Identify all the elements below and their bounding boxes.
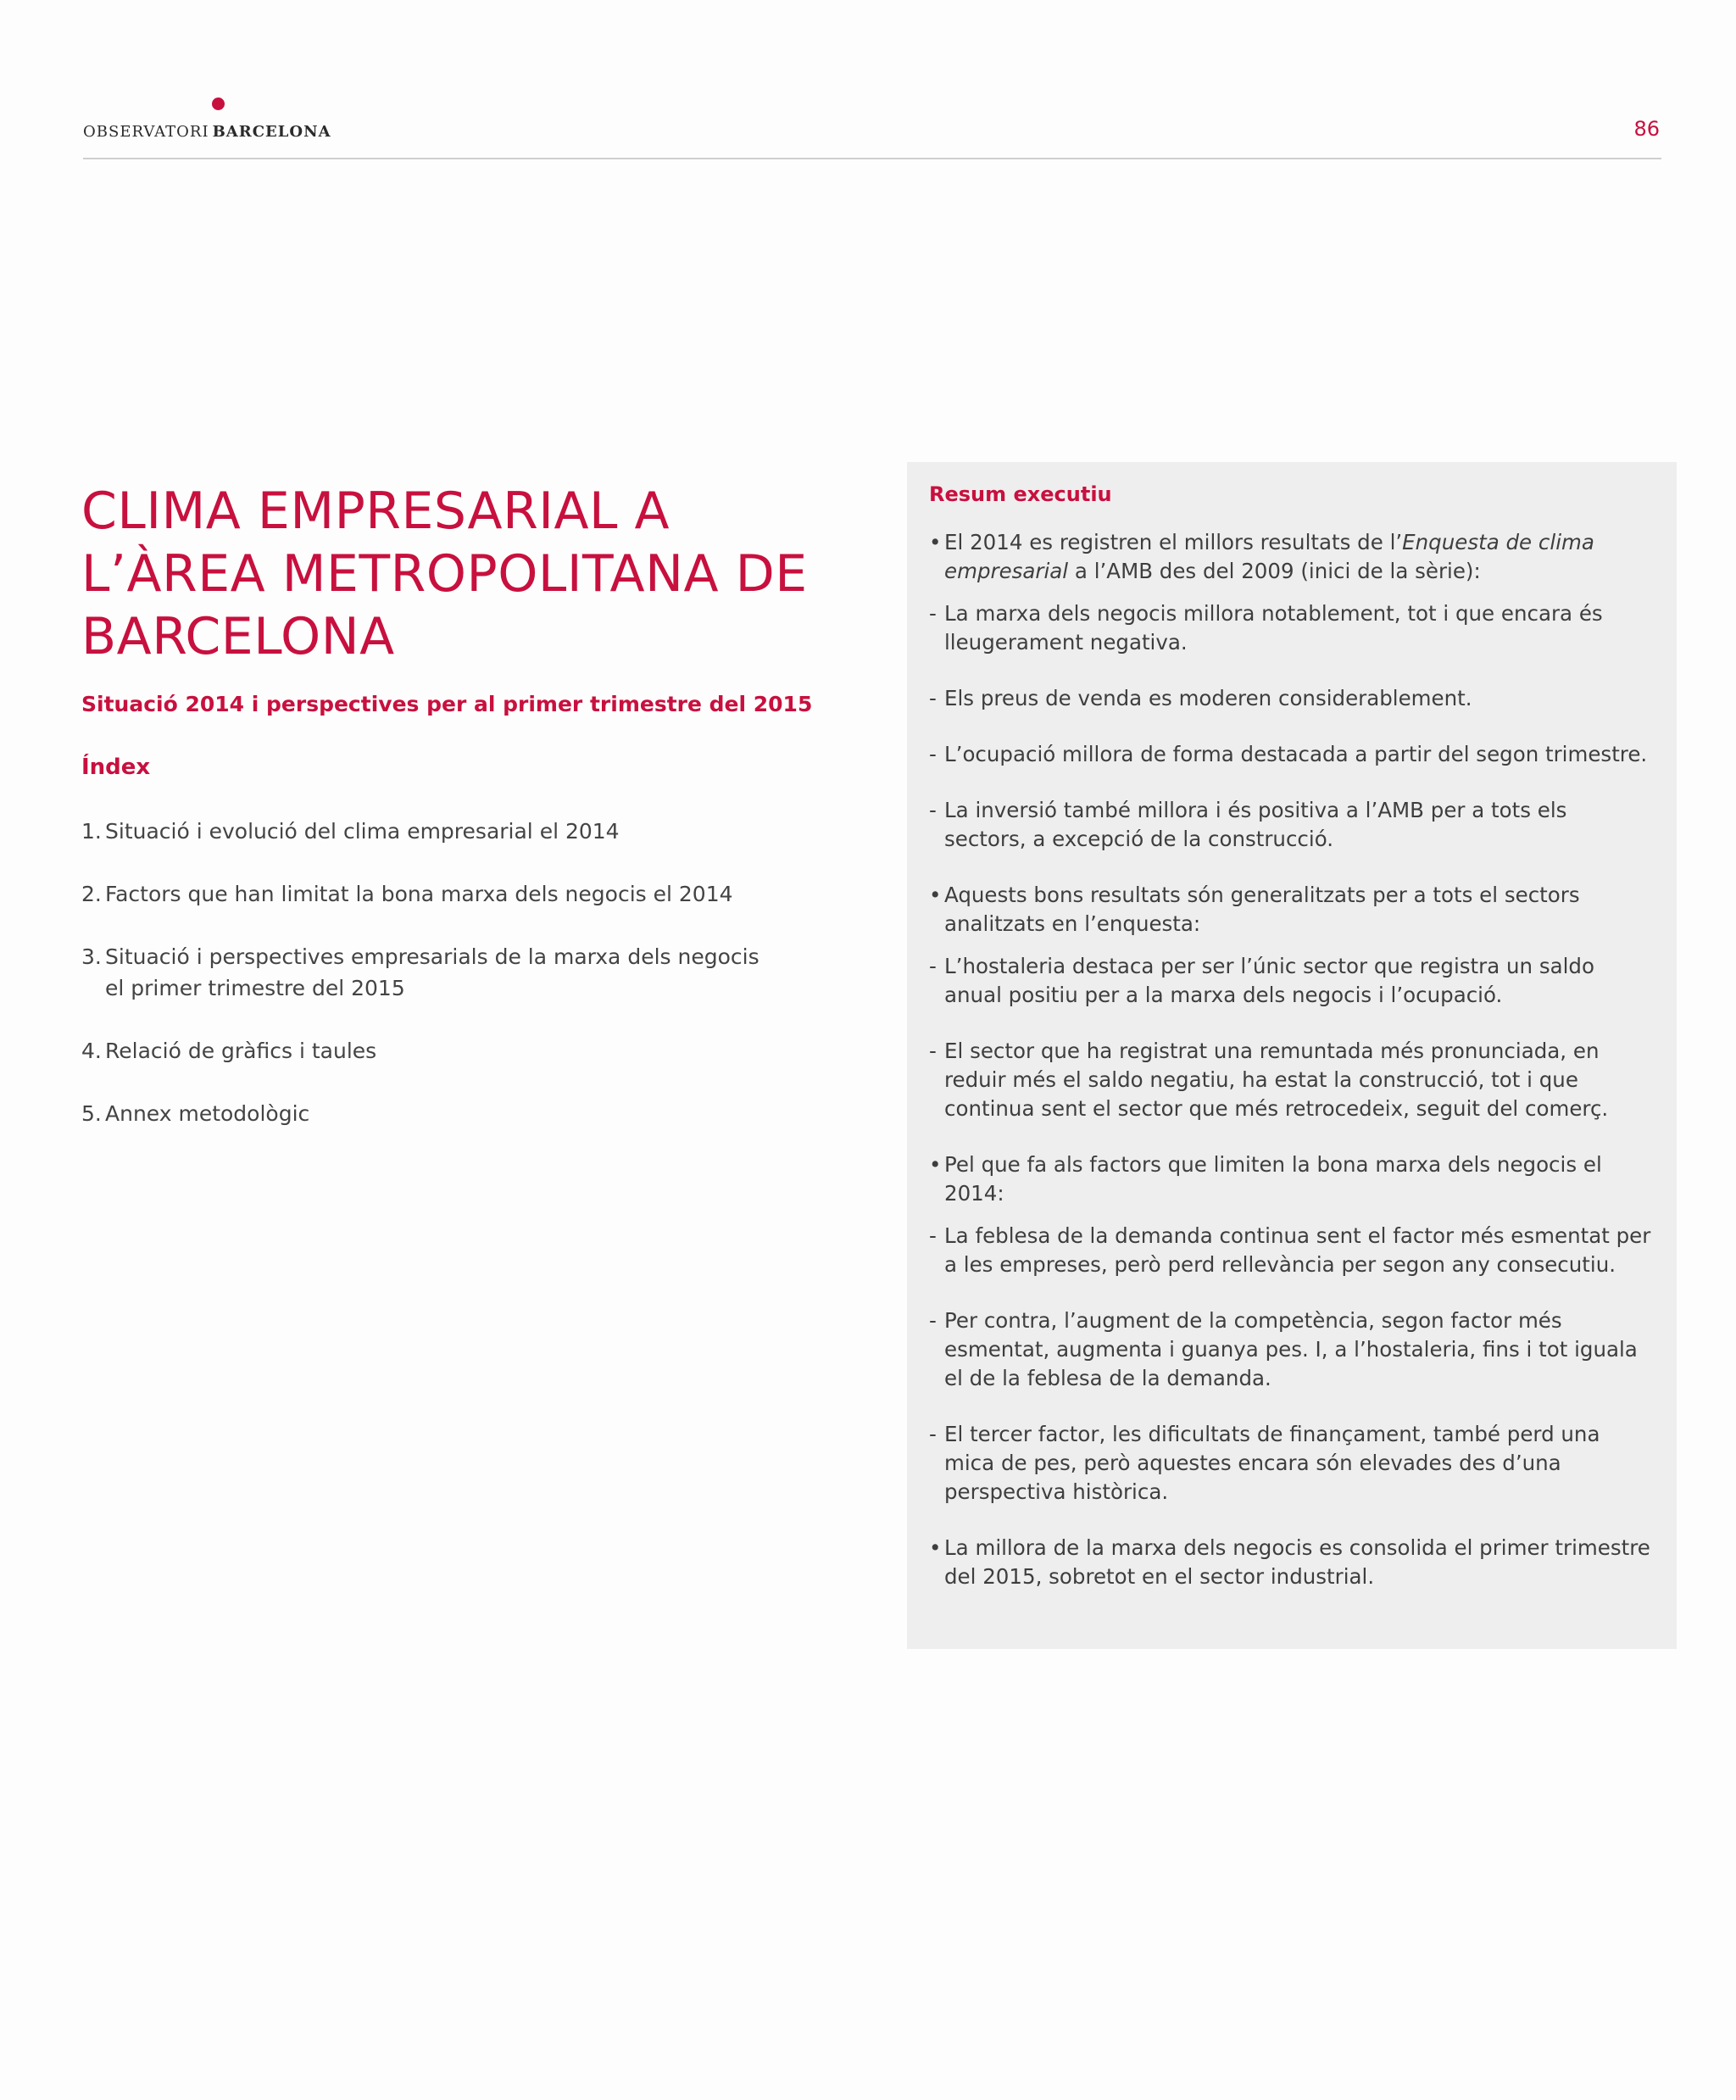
summary-subitem-text: El tercer factor, les dificultats de finançament, també perd una mica de pes, però aquestes encara són elevades des d’una perspectiva històrica. (944, 1422, 1600, 1504)
dash-mark: - (929, 686, 937, 710)
summary-subitem (929, 740, 1655, 769)
summary-bullet (929, 528, 1655, 586)
summary-bullet-text: Aquests bons resultats són generalitzats per a tots el sectors analitzats en l’enquesta: (944, 883, 1580, 936)
dash-mark: - (929, 1039, 937, 1063)
dash-mark: - (929, 954, 937, 978)
dash-mark: - (929, 1422, 937, 1446)
summary-bullet (929, 881, 1655, 939)
index-item-number: 5. (81, 1101, 102, 1126)
summary-subitem-text: L’ocupació millora de forma destacada a partir del segon trimestre. (944, 742, 1648, 766)
index-item-number: 4. (81, 1039, 102, 1063)
index-item (81, 878, 776, 910)
logo-text-big: barcelona (212, 117, 331, 142)
bullet-icon: • (929, 883, 942, 907)
index-item-number: 3. (81, 944, 102, 969)
title-line: BARCELONA (81, 607, 395, 666)
bullet-icon: • (929, 1535, 942, 1560)
summary-bullet (929, 1534, 1655, 1591)
bullet-icon: • (929, 530, 942, 554)
summary-bullet-text (944, 528, 1655, 586)
dash-mark: - (929, 742, 937, 766)
summary-subitem (929, 796, 1655, 854)
summary-subitem-text: Els preus de venda es moderen considerablement. (944, 686, 1472, 710)
logo-dot-icon (212, 97, 225, 110)
summary-subitem (929, 599, 1655, 657)
index-item-text: Situació i evolució del clima empresarial el 2014 (105, 819, 620, 844)
page-header (83, 93, 1661, 159)
index-item (81, 816, 776, 847)
index-item-text: Relació de gràfics i taules (105, 1039, 377, 1063)
bullet-icon: • (929, 1152, 942, 1177)
dash-mark: - (929, 1308, 937, 1333)
subtitle: Situació 2014 i perspectives per al primer trimestre del 2015 (81, 692, 813, 716)
logo (83, 117, 331, 142)
summary-subitem-text: La inversió també millora i és positiva a l’AMB per a tots els sectors, a excepció de la construcció. (944, 798, 1567, 851)
index-item-number: 1. (81, 819, 102, 844)
bullet-text-part: a l’AMB des del 2009 (inici de la sèrie): (1068, 559, 1481, 583)
title-line: CLIMA EMPRESARIAL A (81, 482, 670, 541)
index-item (81, 941, 776, 1004)
summary-subitem (929, 1037, 1655, 1123)
summary-title: Resum executiu (929, 482, 1112, 506)
summary-subitem (929, 1222, 1655, 1279)
survey-name: Enquesta de clima empresarial (944, 530, 1594, 583)
summary-subitem (929, 684, 1655, 713)
index-item-number: 2. (81, 882, 102, 906)
summary-bullet (929, 1150, 1655, 1208)
index-item-text: Factors que han limitat la bona marxa dels negocis el 2014 (105, 882, 733, 906)
page-number: 86 (1633, 117, 1660, 141)
logo-text-small: observatori (83, 117, 209, 142)
summary-bullet-text: Pel que fa als factors que limiten la bona marxa dels negocis el 2014: (944, 1152, 1602, 1206)
title-line: L’ÀREA METROPOLITANA DE (81, 544, 808, 604)
index-item (81, 1098, 776, 1129)
executive-summary-box (907, 462, 1677, 1649)
summary-subitem (929, 1420, 1655, 1507)
dash-mark: - (929, 1223, 937, 1248)
summary-subitem-text: El sector que ha registrat una remuntada més pronunciada, en reduir més el saldo negatiu, ha estat la construcció, tot i que continua sent el sector que més retrocedeix, seguit del comerç. (944, 1039, 1609, 1121)
dash-mark: - (929, 601, 937, 626)
summary-bullet-text: La millora de la marxa dels negocis es consolida el primer trimestre del 2015, sobretot en el sector industrial. (944, 1535, 1650, 1589)
summary-subitem (929, 1306, 1655, 1393)
summary-subitem-text: La marxa dels negocis millora notablement, tot i que encara és lleugerament negativa. (944, 601, 1603, 655)
bullet-text-part: El 2014 es registren el millors resultats de l’ (944, 530, 1403, 554)
index-item (81, 1035, 776, 1067)
index-heading: Índex (81, 755, 151, 780)
summary-subitem-text: L’hostaleria destaca per ser l’únic sector que registra un saldo anual positiu per a la marxa dels negocis i l’ocupació. (944, 954, 1594, 1007)
summary-subitem-text: La feblesa de la demanda continua sent el factor més esmentat per a les empreses, però perd rellevància per segon any consecutiu. (944, 1223, 1651, 1277)
index-item-text: Situació i perspectives empresarials de la marxa dels negocis el primer trimestre del 2015 (105, 944, 760, 1000)
summary-subitem-text: Per contra, l’augment de la competència, segon factor més esmentat, augmenta i guanya pes. I, a l’hostaleria, fins i tot iguala el de la feblesa de la demanda. (944, 1308, 1638, 1390)
index-list (81, 816, 776, 1161)
index-item-text: Annex metodològic (105, 1101, 310, 1126)
dash-mark: - (929, 798, 937, 822)
page-title (81, 480, 827, 668)
summary-subitem (929, 952, 1655, 1010)
